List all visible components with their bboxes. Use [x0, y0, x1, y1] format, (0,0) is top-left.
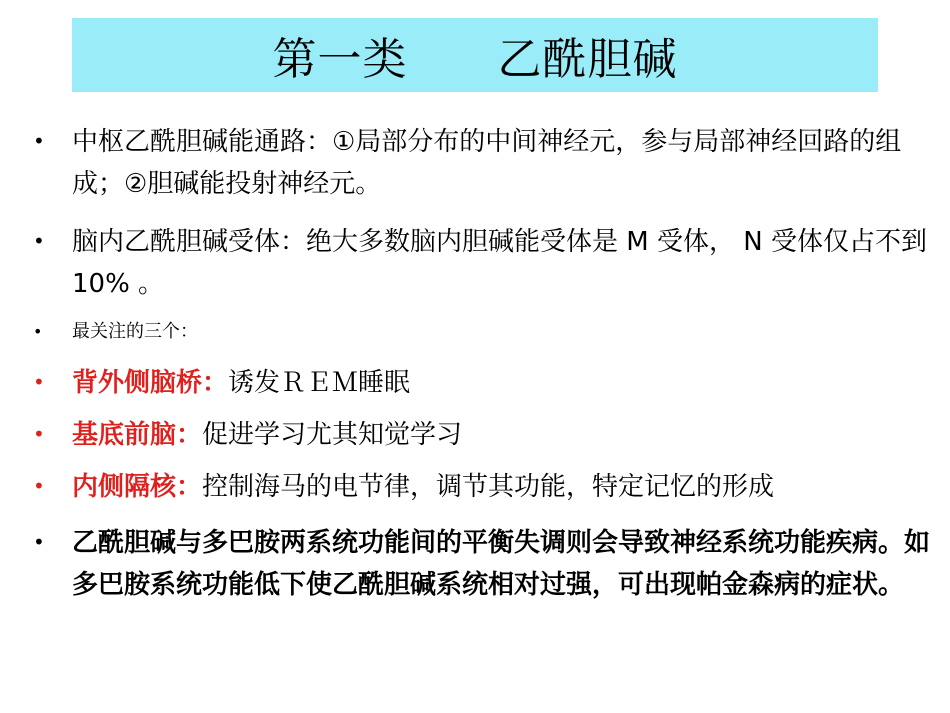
bullet-dot: •: [33, 370, 45, 394]
bullet-label-medial-septum: 内侧隔核：: [72, 472, 203, 502]
bullet-line-medial-septum: [72, 466, 932, 508]
bullet-dot: •: [33, 530, 45, 554]
bullet-text-basal-forebrain: 促进学习尤其知觉学习: [202, 420, 463, 450]
bullet-text-medial-septum: 控制海马的电节律，调节其功能，特定记忆的形成: [202, 472, 775, 502]
bullet-text-receptors: 脑内乙酰胆碱受体：绝大多数脑内胆碱能受体是 M 受体， N 受体仅占不到 10% 。: [72, 227, 927, 299]
bullet-label-dorsolateral-pons: 背外侧脑桥：: [72, 368, 229, 398]
bullet-dot: •: [33, 322, 43, 341]
bullet-dot: •: [33, 129, 45, 153]
bullet-line-basal-forebrain: [72, 414, 932, 456]
page-title: 第一类 乙酰胆碱: [272, 34, 678, 85]
bullet-text-balance: 乙酰胆碱与多巴胺两系统功能间的平衡失调则会导致神经系统功能疾病。如多巴胺系统功能低下使乙酰胆碱系统相对过强，可出现帕金森病的症状。: [72, 528, 931, 600]
title-banner: [72, 18, 878, 92]
bullet-dot: •: [33, 422, 45, 446]
bullet-text-dorsolateral-pons: 诱发ＲＥＭ睡眠: [228, 368, 411, 398]
bullet-dot: •: [33, 229, 45, 253]
bullet-dot: •: [33, 474, 45, 498]
bullet-text-pathways: 中枢乙酰胆碱能通路：①局部分布的中间神经元，参与局部神经回路的组成；②胆碱能投射神经元。: [72, 127, 902, 199]
bullet-line-dorsolateral-pons: [72, 362, 932, 404]
bullet-text-focus-three: 最关注的三个：: [72, 321, 198, 342]
bullet-label-basal-forebrain: 基底前脑：: [72, 420, 203, 450]
